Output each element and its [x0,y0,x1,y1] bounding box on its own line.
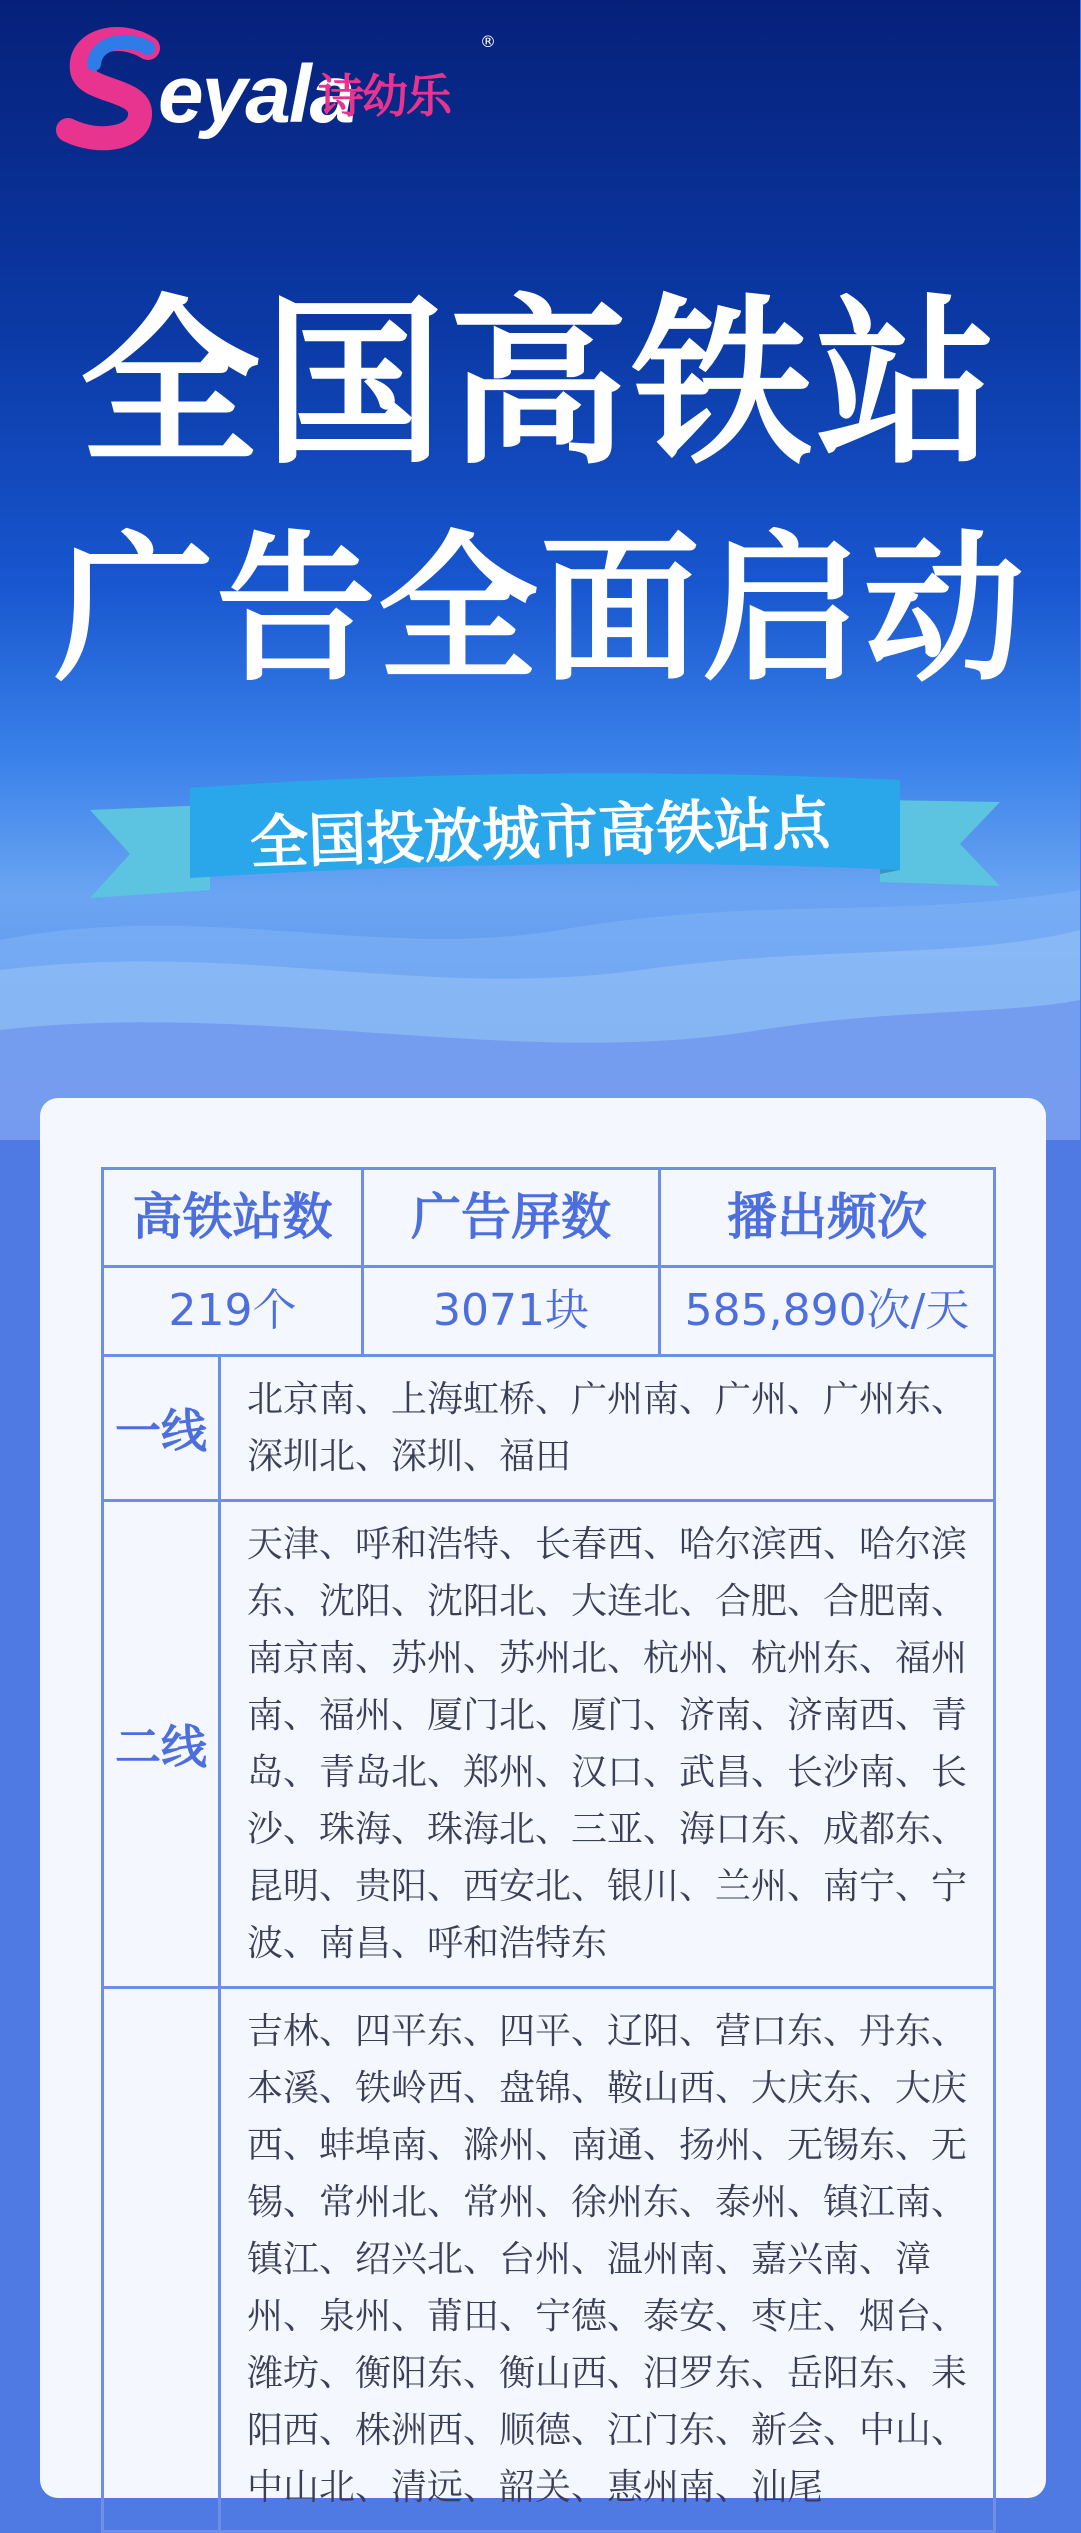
header-station-count: 高铁站数 [103,1169,363,1267]
tier-label [103,1988,220,2532]
tier-city-list: 北京南、上海虹桥、广州南、广州、广州东、深圳北、深圳、福田 [220,1356,995,1501]
headline-line-2: 广告全面启动 [53,516,1026,703]
stats-value-row [103,1267,995,1356]
tier-city-list: 吉林、四平东、四平、辽阳、营口东、丹东、本溪、铁岭西、盘锦、鞍山西、大庆东、大庆西、蚌埠南、滁州、南通、扬州、无锡东、无锡、常州北、常州、徐州东、泰州、镇江南、镇江、绍兴北、台州、温州南、嘉兴南、漳州、泉州、莆田、宁德、泰安、枣庄、烟台、潍坊、衡阳东、衡山西、汨罗东、岳阳东、耒阳西、株洲西、顺德、江门东、新会、中山、中山北、清远、韶关、惠州南、汕尾 [220,1988,995,2532]
tier-label: 一线 [103,1356,220,1501]
header-screen-count: 广告屏数 [363,1169,660,1267]
tier-row-second [103,1501,995,1988]
station-stats-table [101,1167,996,2533]
headline-line-1: 全国高铁站 [79,280,1000,489]
logo-s-mark [60,30,170,150]
logo-chinese-name: 诗幼乐 [318,69,450,123]
registered-mark: ® [480,32,496,51]
stats-header-row [103,1169,995,1267]
ribbon-title: 全国投放城市高铁站点 [248,788,832,878]
brand-logo [60,30,520,150]
tier-city-list: 天津、呼和浩特、长春西、哈尔滨西、哈尔滨东、沈阳、沈阳北、大连北、合肥、合肥南、南京南、苏州、苏州北、杭州、杭州东、福州南、福州、厦门北、厦门、济南、济南西、青岛、青岛北、郑州、汉口、武昌、长沙南、长沙、珠海、珠海北、三亚、海口东、成都东、昆明、贵阳、西安北、银川、兰州、南宁、宁波、南昌、呼和浩特东 [220,1501,995,1988]
tier-row-third [103,1988,995,2532]
value-station-count: 219个 [103,1267,363,1356]
tier-label: 二线 [103,1501,220,1988]
tier-row-first [103,1356,995,1501]
header-play-frequency: 播出频次 [660,1169,995,1267]
logo-wordmark: eyala [158,49,354,140]
value-screen-count: 3071块 [363,1267,660,1356]
value-play-frequency: 585,890次/天 [660,1267,995,1356]
